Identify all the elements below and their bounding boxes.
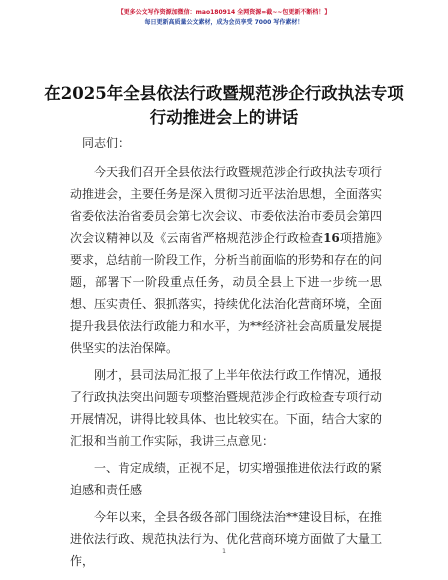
- promo-line-2: 每日更新高质量公文素材，成为会员享受 7000 写作素材！: [144, 19, 304, 26]
- page-number: 1: [222, 548, 226, 555]
- paragraph-4: 今年以来，全县各级各部门围绕法治**建设目标，在推进依法行政、规范执法行为、优化营商环境方面做了大量工作，: [70, 510, 383, 568]
- document-body: [70, 132, 382, 577]
- paragraph-1: [70, 161, 382, 359]
- paragraph-1-text-a: 今天我们召开全县依法行政暨规范涉企行政执法专项行动推进会，主要任务是深入贯彻习近平法治思想，全面落实省委依法治省委员会第七次会议、市委依法治市委员会第四次会议精神以及《云南省严格规范涉企行政检查: [70, 165, 383, 245]
- section-heading-1: 一、肯定成绩，正视不足，切实增强推进依法行政的紧迫感和责任感: [70, 461, 383, 497]
- greeting: 同志们：: [82, 136, 131, 150]
- paragraph-1-number: 16: [323, 231, 340, 245]
- promo-line-1: 【更多公文写作资源加微信：mao180914 全网资源=截~~包更新不断档！】: [117, 9, 331, 16]
- document-title: 在2025年全县依法行政暨规范涉企行政执法专项行动推进会上的讲话: [44, 84, 404, 127]
- paragraph-1-text-b: 项措施》要求，总结前一阶段工作，分析当前面临的形势和存在的问题，部署下一阶段重点任务，动员全县上下进一步统一思想、压实责任、狠抓落实，持续优化法治化营商环境，全面提升我县依法行政能力和水平，为**经济社会高质量发展提供坚实的法治保障。: [70, 231, 383, 355]
- paragraph-2: 刚才，县司法局汇报了上半年依法行政工作情况，通报了行政执法突出问题专项整治暨规范涉企行政检查专项行动开展情况，讲得比较具体、也比较实在。下面，结合大家的汇报和当前工作实际，我讲三点意见：: [70, 368, 383, 448]
- promo-banner: [0, 8, 448, 28]
